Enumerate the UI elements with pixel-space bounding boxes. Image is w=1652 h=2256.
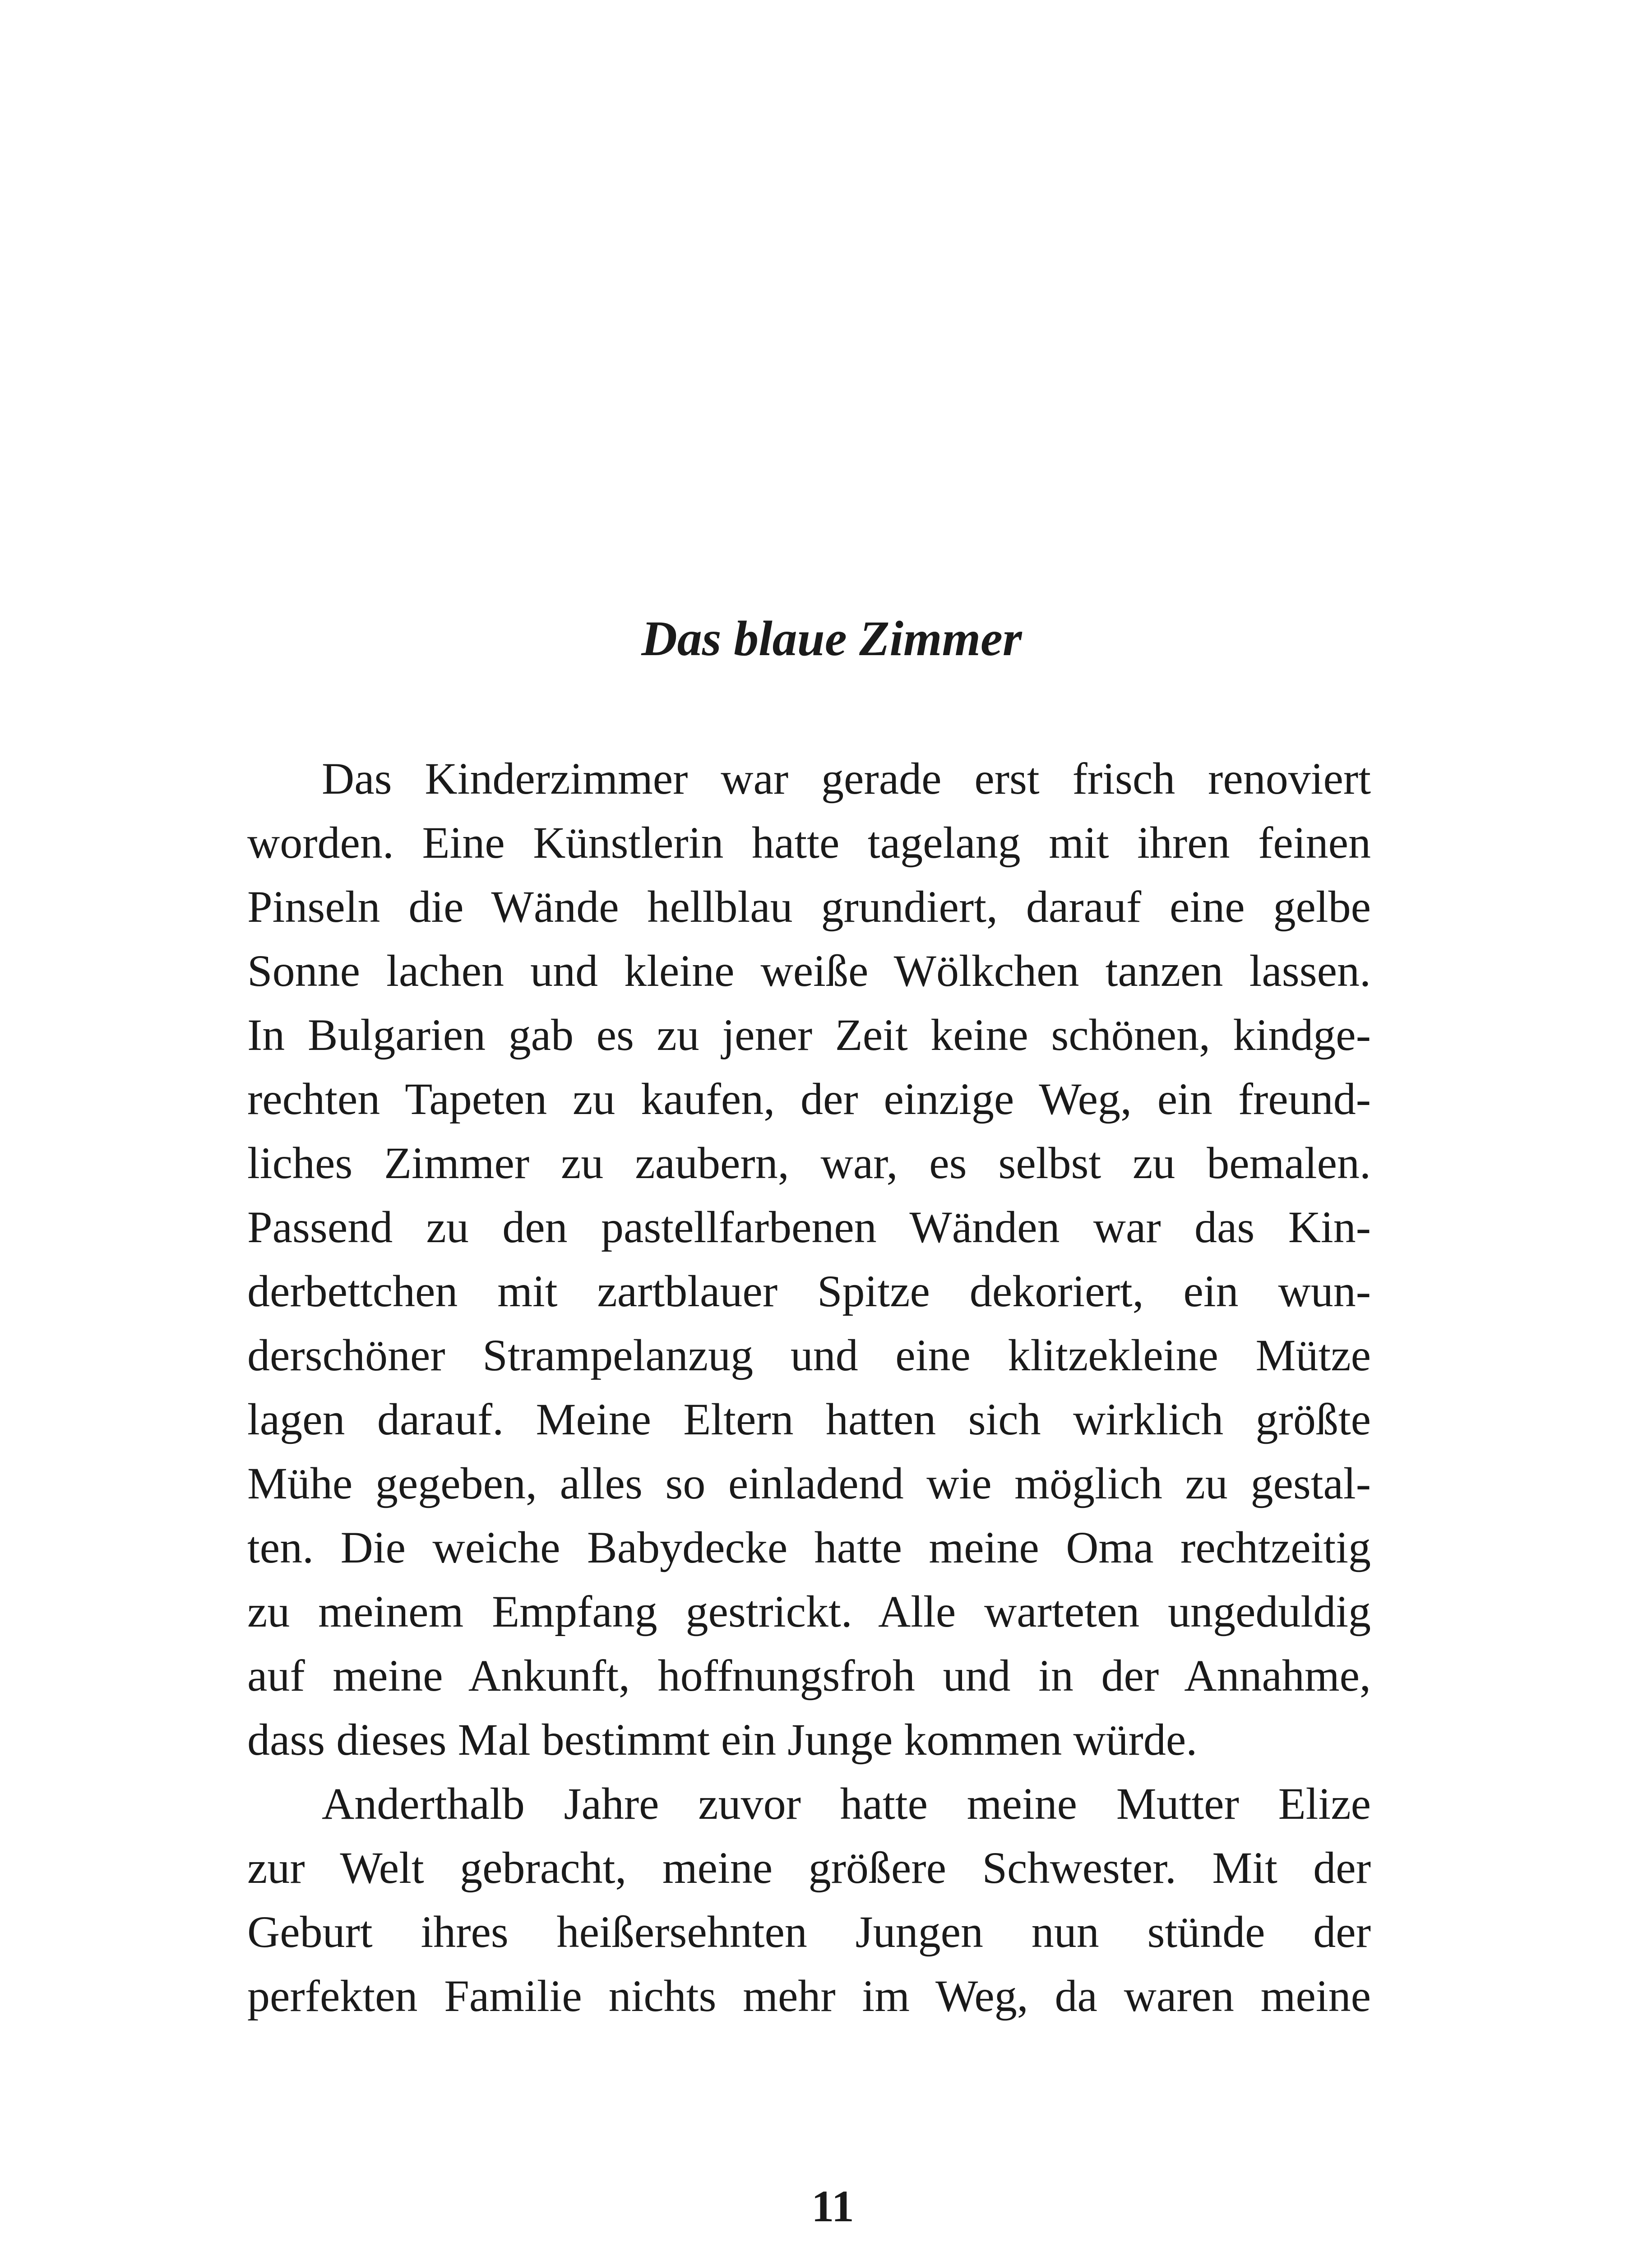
page-number: 11	[811, 2181, 854, 2231]
text-line: auf meine Ankunft, hoffnungsfroh und in der Annahme,	[247, 1650, 1371, 1701]
text-line: Sonne lachen und kleine weiße Wölkchen tanzen lassen.	[247, 946, 1371, 996]
text-line: rechten Tapeten zu kaufen, der einzige Weg, ein freund-	[247, 1074, 1371, 1124]
text-line: Pinseln die Wände hellblau grundiert, darauf eine gelbe	[247, 882, 1371, 932]
text-line: ten. Die weiche Babydecke hatte meine Oma rechtzeitig	[247, 1522, 1371, 1572]
text-line: lagen darauf. Meine Eltern hatten sich wirklich größte	[247, 1394, 1371, 1444]
text-line: dass dieses Mal bestimmt ein Junge kommen würde.	[247, 1715, 1198, 1765]
text-line: In Bulgarien gab es zu jener Zeit keine schönen, kindge-	[247, 1010, 1371, 1060]
text-line: Passend zu den pastellfarbenen Wänden war das Kin-	[247, 1202, 1371, 1252]
text-line: zur Welt gebracht, meine größere Schwester. Mit der	[247, 1843, 1371, 1893]
text-line: perfekten Familie nichts mehr im Weg, da waren meine	[247, 1971, 1371, 2021]
text-line: worden. Eine Künstlerin hatte tagelang mit ihren feinen	[247, 818, 1371, 868]
text-line: Anderthalb Jahre zuvor hatte meine Mutter Elize	[322, 1779, 1371, 1829]
chapter-title: Das blaue Zimmer	[641, 611, 1022, 666]
text-line: Das Kinderzimmer war gerade erst frisch renoviert	[322, 754, 1371, 804]
body-text	[247, 747, 1371, 2028]
text-line: derbettchen mit zartblauer Spitze dekoriert, ein wun-	[247, 1266, 1371, 1316]
text-line: zu meinem Empfang gestrickt. Alle warteten ungeduldig	[247, 1586, 1371, 1637]
text-line: Geburt ihres heißersehnten Jungen nun stünde der	[247, 1907, 1371, 1957]
text-line: derschöner Strampelanzug und eine klitzekleine Mütze	[247, 1330, 1371, 1380]
text-line: liches Zimmer zu zaubern, war, es selbst zu bemalen.	[247, 1138, 1371, 1188]
text-line: Mühe gegeben, alles so einladend wie möglich zu gestal-	[247, 1458, 1371, 1508]
